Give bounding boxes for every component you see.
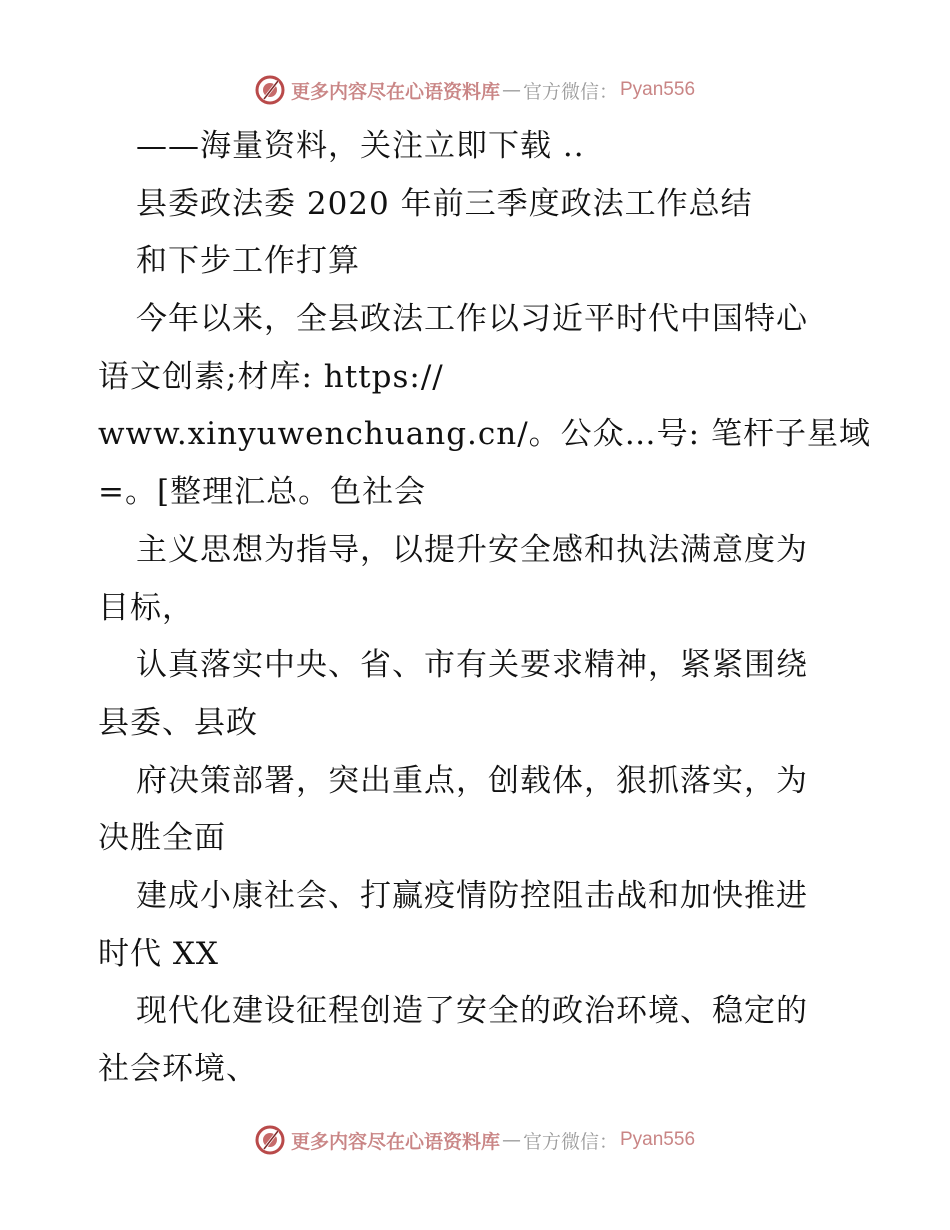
doc-line: 府决策部署，突出重点，创载体，狠抓落实，为 bbox=[136, 762, 808, 799]
header-banner bbox=[0, 70, 950, 110]
banner-separator: — bbox=[501, 79, 521, 101]
doc-title-line: 和下步工作打算 bbox=[136, 243, 360, 280]
doc-line: 今年以来，全县政法工作以习近平时代中国特心 bbox=[136, 301, 808, 338]
doc-line: =。[整理汇总。色社会 bbox=[98, 474, 427, 511]
banner-brand-text: 更多内容尽在心语资料库 bbox=[290, 80, 500, 103]
banner-separator: — bbox=[501, 1129, 521, 1151]
banner-wechat-id: Pyan556 bbox=[620, 79, 696, 100]
banner-wechat-label: 官方微信： bbox=[522, 1130, 618, 1153]
pen-seal-logo-icon bbox=[255, 75, 285, 105]
doc-line: 主义思想为指导，以提升安全感和执法满意度为 bbox=[136, 531, 808, 568]
doc-line: 认真落实中央、省、市有关要求精神，紧紧围绕 bbox=[136, 647, 808, 684]
doc-line: 决胜全面 bbox=[98, 820, 226, 857]
banner-brand-text: 更多内容尽在心语资料库 bbox=[290, 1130, 500, 1153]
doc-line: 县委、县政 bbox=[98, 704, 258, 741]
doc-line: 目标， bbox=[98, 589, 194, 626]
pen-seal-logo-icon bbox=[255, 1125, 285, 1155]
doc-line: 时代 XX bbox=[98, 935, 219, 972]
doc-line: 语文创素;材库: https:// bbox=[98, 358, 444, 395]
footer-banner bbox=[0, 1120, 950, 1160]
doc-line: 现代化建设征程创造了安全的政治环境、稳定的 bbox=[136, 993, 808, 1030]
doc-line: 建成小康社会、打赢疫情防控阻击战和加快推进 bbox=[136, 877, 808, 914]
document-body bbox=[98, 118, 871, 1099]
doc-line: ——海量资料，关注立即下载 .. bbox=[136, 128, 585, 164]
doc-line: 社会环境、 bbox=[98, 1051, 258, 1087]
banner-wechat-id: Pyan556 bbox=[620, 1129, 696, 1150]
doc-line: www.xinyuwenchuang.cn/。公众…号: 笔杆子星域 bbox=[98, 416, 871, 453]
doc-title-line: 县委政法委 2020 年前三季度政法工作总结 bbox=[136, 185, 753, 222]
banner-wechat-label: 官方微信： bbox=[522, 80, 618, 103]
